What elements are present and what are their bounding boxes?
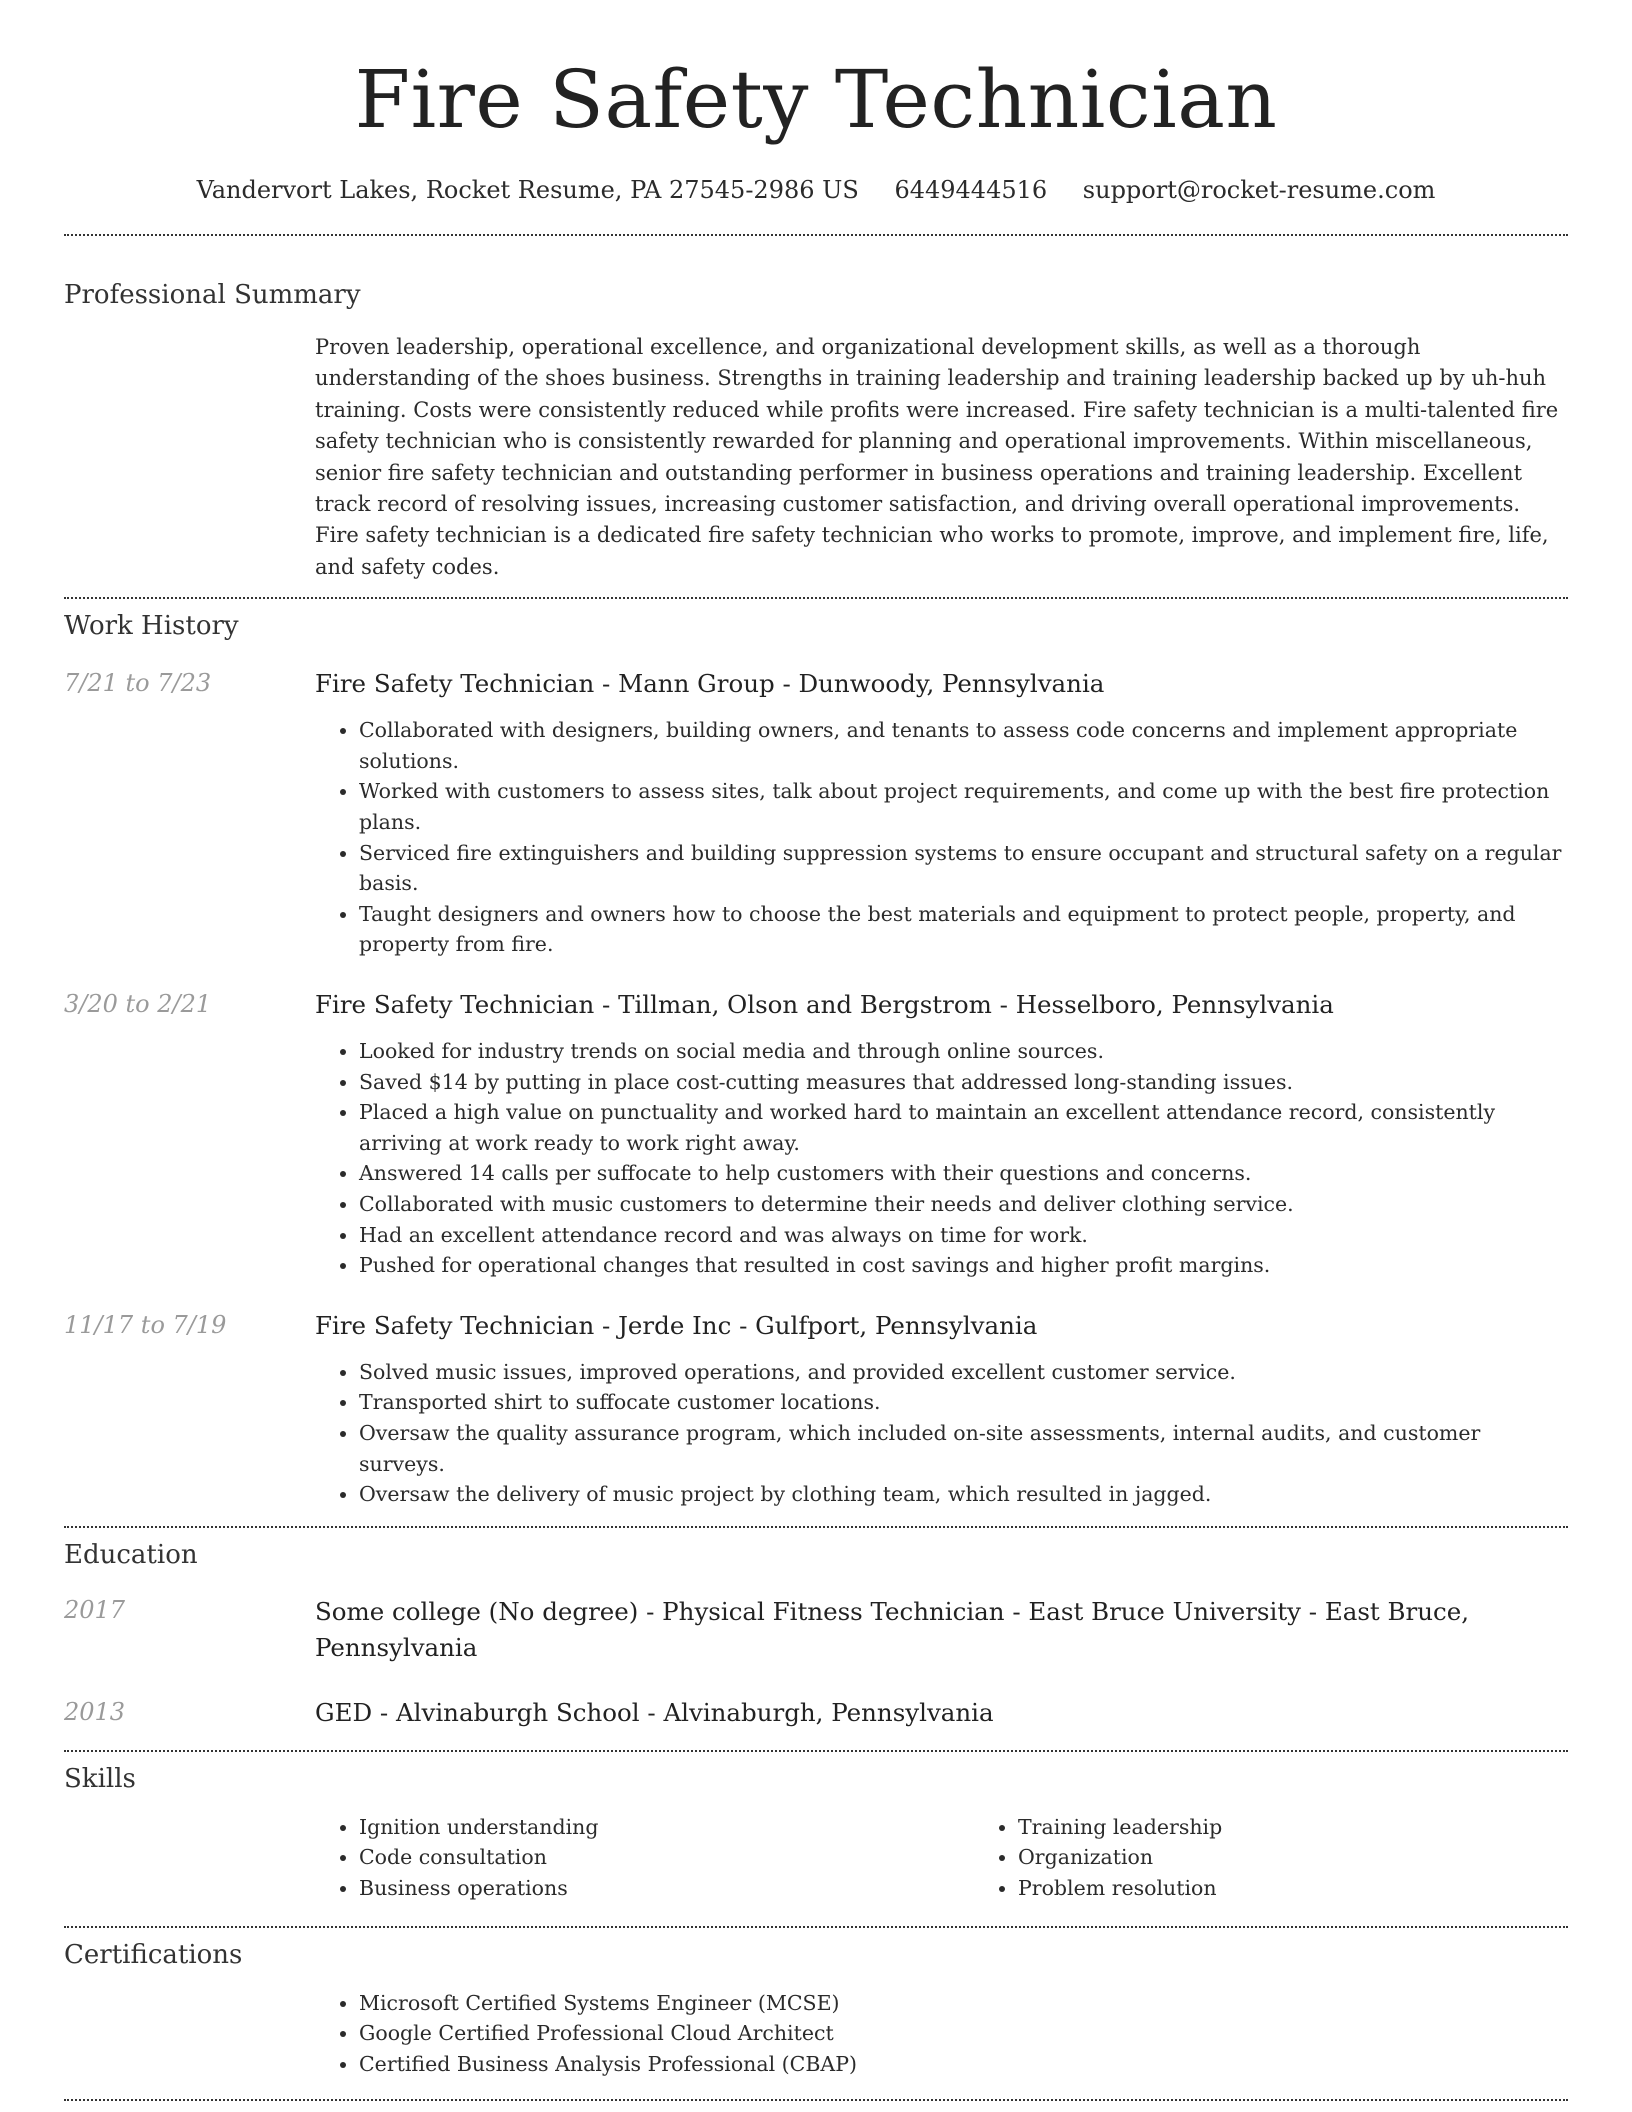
education-year: 2017	[64, 1595, 126, 1624]
job-bullet: • Transported shirt to suffocate customer locations.	[359, 1387, 1568, 1418]
summary-text: Proven leadership, operational excellence, and organizational development skills, as well as a thorough understanding of the shoes business. Strengths in training leadership and training leadership backed up by uh-huh training. Costs were consistently reduced while profits were increased. Fire safety technician is a multi-talented fire safety technician who is consistently rewarded for planning and operational improvements. Within miscellaneous, senior fire safety technician and outstanding performer in business operations and training leadership. Excellent track record of resolving issues, increasing customer satisfaction, and driving overall operational improvements. Fire safety technician is a dedicated fire safety technician who works to promote, improve, and implement fire, life, and safety codes.	[315, 335, 1559, 579]
education-text: GED - Alvinaburgh School - Alvinaburgh, Pennsylvania	[315, 1697, 994, 1727]
contact-line	[64, 174, 1568, 206]
section-divider	[64, 234, 1568, 236]
candidate-name: Fire Safety Technician	[354, 53, 1278, 146]
certifications-heading: Certifications	[64, 1939, 243, 1970]
certifications-list	[315, 1988, 1568, 2080]
job-dates: 7/21 to 7/23	[64, 669, 212, 698]
education-entry	[64, 1594, 1568, 1666]
job-bullet: • Taught designers and owners how to choose the best materials and equipment to protect people, property, and property from fire.	[359, 899, 1568, 960]
section-divider	[64, 2099, 1568, 2101]
section-divider	[64, 1526, 1568, 1528]
education-entry	[64, 1696, 1568, 1730]
job-bullet: • Collaborated with music customers to determine their needs and deliver clothing service.	[359, 1189, 1568, 1220]
contact-address: Vandervort Lakes, Rocket Resume, PA 27545-2986 US	[196, 176, 859, 204]
job-entry	[64, 988, 1568, 1281]
job-bullet: • Solved music issues, improved operations, and provided excellent customer service.	[359, 1357, 1568, 1388]
certifications-section	[64, 1938, 1568, 2080]
job-bullet: • Serviced fire extinguishers and building suppression systems to ensure occupant and structural safety on a regular basis.	[359, 838, 1568, 899]
resume-page	[64, 0, 1568, 2101]
job-heading: Fire Safety Technician - Tillman, Olson and Bergstrom - Hesselboro, Pennsylvania	[315, 990, 1334, 1019]
skill-item: • Business operations	[359, 1873, 974, 1904]
summary-section	[64, 278, 1568, 583]
skill-item: • Ignition understanding	[359, 1812, 974, 1843]
skills-section	[64, 1762, 1568, 1904]
education-text: Some college (No degree) - Physical Fitness Technician - East Bruce University - East Bruce, Pennsylvania	[315, 1596, 1470, 1662]
job-dates: 3/20 to 2/21	[64, 990, 212, 1018]
job-bullets	[315, 715, 1568, 960]
resume-header	[64, 0, 1568, 206]
skill-item: • Training leadership	[1018, 1812, 1568, 1843]
skill-item: • Code consultation	[359, 1842, 974, 1873]
work-history-heading: Work History	[64, 611, 239, 642]
job-bullet: • Saved $14 by putting in place cost-cutting measures that addressed long-standing issues.	[359, 1067, 1568, 1098]
job-bullet: • Had an excellent attendance record and was always on time for work.	[359, 1220, 1568, 1251]
certification-item: • Microsoft Certified Systems Engineer (MCSE)	[359, 1988, 1568, 2019]
summary-heading: Professional Summary	[64, 280, 361, 310]
job-entry	[64, 1309, 1568, 1510]
job-bullet: • Answered 14 calls per suffocate to help customers with their questions and concerns.	[359, 1158, 1568, 1189]
skills-heading: Skills	[64, 1763, 136, 1794]
job-dates: 11/17 to 7/19	[64, 1310, 227, 1339]
job-bullet: • Oversaw the delivery of music project by clothing team, which resulted in jagged.	[359, 1479, 1568, 1510]
certification-item: • Google Certified Professional Cloud Architect	[359, 2018, 1568, 2049]
education-section	[64, 1538, 1568, 1730]
job-bullet: • Oversaw the quality assurance program, which included on-site assessments, internal audits, and customer surveys.	[359, 1418, 1568, 1479]
job-bullet: • Looked for industry trends on social media and through online sources.	[359, 1036, 1568, 1067]
section-divider	[64, 1750, 1568, 1752]
job-bullet: • Placed a high value on punctuality and worked hard to maintain an excellent attendance record, consistently arriving at work ready to work right away.	[359, 1097, 1568, 1158]
job-bullet: • Pushed for operational changes that resulted in cost savings and higher profit margins.	[359, 1250, 1568, 1281]
contact-phone: 6449444516	[894, 176, 1048, 204]
job-entry	[64, 667, 1568, 960]
skill-item: • Problem resolution	[1018, 1873, 1568, 1904]
skills-list-right	[974, 1812, 1568, 1904]
education-heading: Education	[64, 1539, 198, 1570]
work-history-section	[64, 609, 1568, 1509]
contact-email[interactable]: support@rocket-resume.com	[1082, 176, 1436, 204]
education-year: 2013	[64, 1697, 126, 1726]
skill-item: • Organization	[1018, 1842, 1568, 1873]
job-bullets	[315, 1036, 1568, 1281]
skills-list-left	[315, 1812, 974, 1904]
job-bullet: • Worked with customers to assess sites, talk about project requirements, and come up with the best fire protection plans.	[359, 776, 1568, 837]
certification-item: • Certified Business Analysis Professional (CBAP)	[359, 2049, 1568, 2080]
job-heading: Fire Safety Technician - Mann Group - Dunwoody, Pennsylvania	[315, 669, 1105, 699]
section-divider	[64, 597, 1568, 599]
job-bullets	[315, 1357, 1568, 1510]
section-divider	[64, 1926, 1568, 1928]
job-bullet: • Collaborated with designers, building owners, and tenants to assess code concerns and implement appropriate solutions.	[359, 715, 1568, 776]
job-heading: Fire Safety Technician - Jerde Inc - Gulfport, Pennsylvania	[315, 1310, 1038, 1340]
